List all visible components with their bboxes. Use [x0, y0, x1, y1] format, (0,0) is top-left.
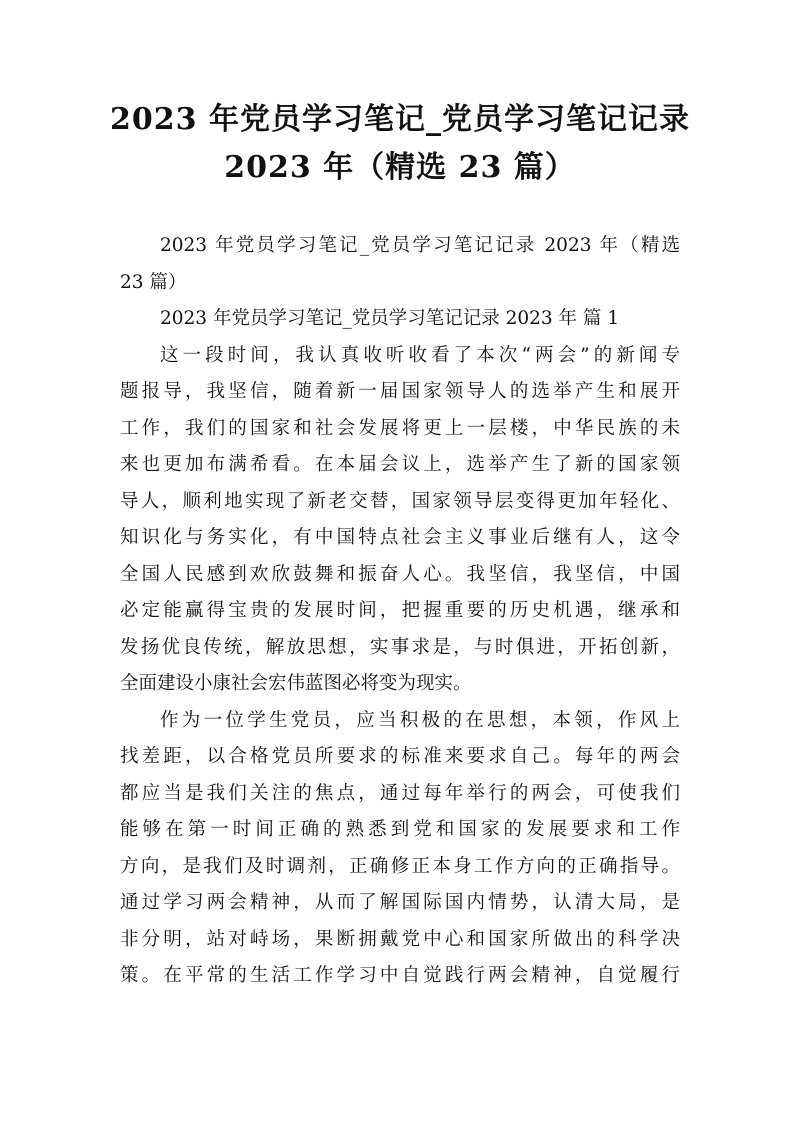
title-line-1: 2023 年党员学习笔记_党员学习笔记记录	[110, 102, 690, 137]
paragraph	[120, 703, 680, 995]
text-line: 必定能赢得宝贵的发展时间，把握重要的历史机遇，继承和	[120, 600, 680, 621]
text-line: 方向，是我们及时调剂，正确修正本身工作方向的正确指导。	[120, 855, 680, 877]
paragraph	[120, 228, 680, 301]
text-line: 非分明，站对峙场，果断拥戴党中心和国家所做出的科学决	[120, 928, 680, 950]
text-line: 来也更加布满希看。在本届会议上，选举产生了新的国家领	[120, 454, 680, 475]
section-heading	[120, 301, 680, 338]
text-line: 工作，我们的国家和社会发展将更上一层楼，中华民族的未	[120, 417, 680, 439]
document-body	[120, 228, 680, 995]
text-line: 全面建设小康社会宏伟蓝图必将变为现实。	[120, 673, 472, 694]
text-line: 作为一位学生党员，应当积极的在思想，本领，作风上	[160, 709, 680, 731]
text-line: 都应当是我们关注的焦点，通过每年举行的两会，可使我们	[120, 782, 680, 804]
text-line: 通过学习两会精神，从而了解国际国内情势，认清大局，是	[120, 892, 680, 913]
text-line: 2023 年党员学习笔记_党员学习笔记记录 2023 年 篇 1	[160, 308, 620, 329]
text-line: 这一段时间，我认真收听收看了本次“两会”的新闻专	[160, 344, 680, 366]
document-title	[100, 96, 700, 192]
text-line: 能够在第一时间正确的熟悉到党和国家的发展要求和工作	[120, 819, 680, 840]
text-line: 题报导，我坚信，随着新一届国家领导人的选举产生和展开	[120, 381, 680, 402]
paragraph	[120, 338, 680, 703]
text-line: 全国人民感到欢欣鼓舞和振奋人心。我坚信，我坚信，中国	[120, 563, 680, 585]
text-line: 导人，顺利地实现了新老交替，国家领导层变得更加年轻化、	[120, 490, 680, 512]
text-line: 发扬优良传统，解放思想，实事求是，与时俱进，开拓创新，	[120, 636, 680, 658]
text-line: 策。在平常的生活工作学习中自觉践行两会精神，自觉履行	[120, 965, 680, 986]
text-line: 知识化与务实化，有中国特点社会主义事业后继有人，这令	[120, 527, 680, 548]
title-line-2: 2023 年（精选 23 篇）	[224, 150, 576, 185]
text-line: 找差距，以合格党员所要求的标准来要求自己。每年的两会	[120, 746, 680, 767]
text-line: 2023 年党员学习笔记_党员学习笔记记录 2023 年（精选	[160, 235, 680, 256]
text-line: 23 篇）	[120, 271, 187, 293]
